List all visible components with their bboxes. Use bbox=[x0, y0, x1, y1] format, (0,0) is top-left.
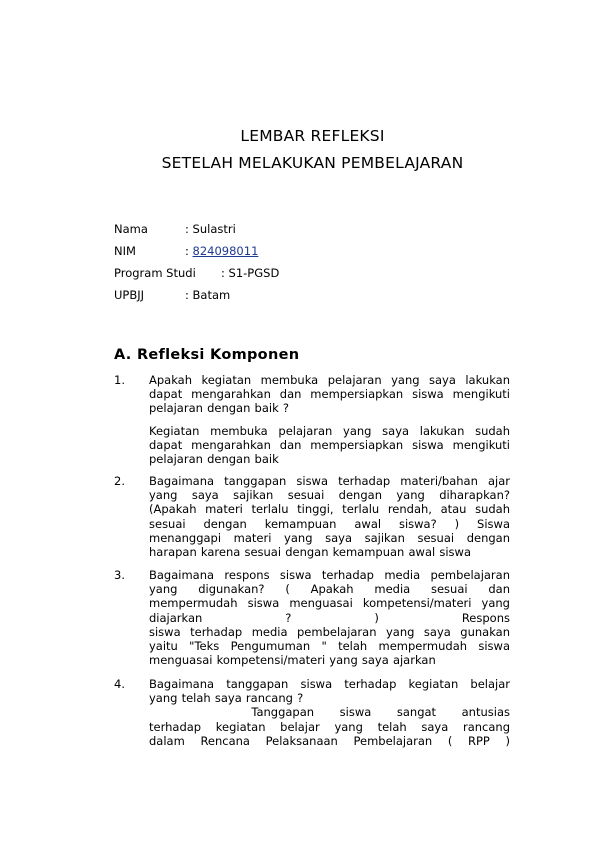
identity-label: Nama bbox=[114, 222, 148, 236]
identity-value: : Sulastri bbox=[185, 222, 236, 236]
text-line: Apakah kegiatan membuka pelajaran yang saya lakukan bbox=[149, 373, 510, 387]
document-subtitle: SETELAH MELAKUKAN PEMBELAJARAN bbox=[161, 154, 464, 172]
text-line: Tanggapan siswa sangat antusias bbox=[149, 705, 510, 720]
text-line: menanggapi materi yang saya sajikan sesuai dengan bbox=[149, 530, 510, 545]
item-number: 4. bbox=[114, 677, 125, 691]
text-line: Kegiatan membuka pelajaran yang saya lakukan sudah bbox=[149, 424, 510, 438]
identity-label: NIM bbox=[114, 244, 136, 258]
text-line: dapat mengarahkan dan mempersiapkan siswa mengikuti bbox=[149, 438, 510, 453]
text-line: dalam Rencana Pelaksanaan Pembelajaran ( RPP ) bbox=[149, 733, 510, 748]
text-line: sesuai dengan kemampuan awal siswa? ) Siswa bbox=[149, 516, 510, 531]
text-line: pelajaran dengan baik ? bbox=[149, 401, 289, 416]
item-number: 3. bbox=[114, 568, 125, 582]
text-line: menguasai kompetensi/materi yang saya ajarkan bbox=[149, 653, 436, 668]
text-line: harapan karena sesuai dengan kemampuan awal siswa bbox=[149, 545, 471, 560]
text-line: pelajaran dengan baik bbox=[149, 452, 279, 467]
identity-label: UPBJJ bbox=[114, 288, 145, 302]
section-heading: A. Refleksi Komponen bbox=[114, 347, 300, 363]
item-1-question bbox=[149, 373, 510, 416]
text-line: dapat mengarahkan dan mempersiapkan siswa mengikuti bbox=[149, 387, 510, 402]
document-title: LEMBAR REFLEKSI bbox=[240, 127, 385, 145]
item-number: 1. bbox=[114, 373, 125, 387]
item-number: 2. bbox=[114, 474, 125, 488]
text-line: Bagaimana respons siswa terhadap media pembelajaran bbox=[149, 568, 510, 582]
text-line: siswa terhadap media pembelajaran yang saya gunakan bbox=[149, 624, 510, 639]
item-4-text bbox=[149, 677, 510, 748]
text-line: yaitu "Teks Pengumuman " telah mempermudah siswa bbox=[149, 639, 510, 654]
item-3-text bbox=[149, 568, 510, 667]
text-line: diajarkan ? ) Respons bbox=[149, 610, 510, 625]
text-line: Bagaimana tanggapan siswa terhadap kegiatan belajar bbox=[149, 677, 510, 691]
text-line: Bagaimana tanggapan siswa terhadap materi/bahan ajar bbox=[149, 474, 510, 488]
text-line: yang telah saya rancang ? bbox=[149, 691, 304, 706]
text-line: mempermudah siswa menguasai kompetensi/materi yang bbox=[149, 596, 510, 611]
text-line: terhadap kegiatan belajar yang telah saya rancang bbox=[149, 719, 510, 734]
identity-value bbox=[185, 244, 258, 258]
text-line: yang digunakan? ( Apakah media sesuai dan bbox=[149, 582, 510, 597]
identity-label: Program Studi bbox=[114, 266, 196, 280]
text-line: (Apakah materi terlalu tinggi, terlalu rendah, atau sudah bbox=[149, 502, 510, 517]
identity-value: : S1-PGSD bbox=[221, 266, 280, 280]
nim-link[interactable]: 824098011 bbox=[192, 244, 259, 258]
item-2-text bbox=[149, 474, 510, 559]
text-line: yang saya sajikan sesuai dengan yang diharapkan? bbox=[149, 488, 510, 503]
item-1-answer bbox=[149, 424, 510, 467]
identity-value: : Batam bbox=[185, 288, 231, 302]
nim-prefix: : bbox=[185, 244, 193, 258]
